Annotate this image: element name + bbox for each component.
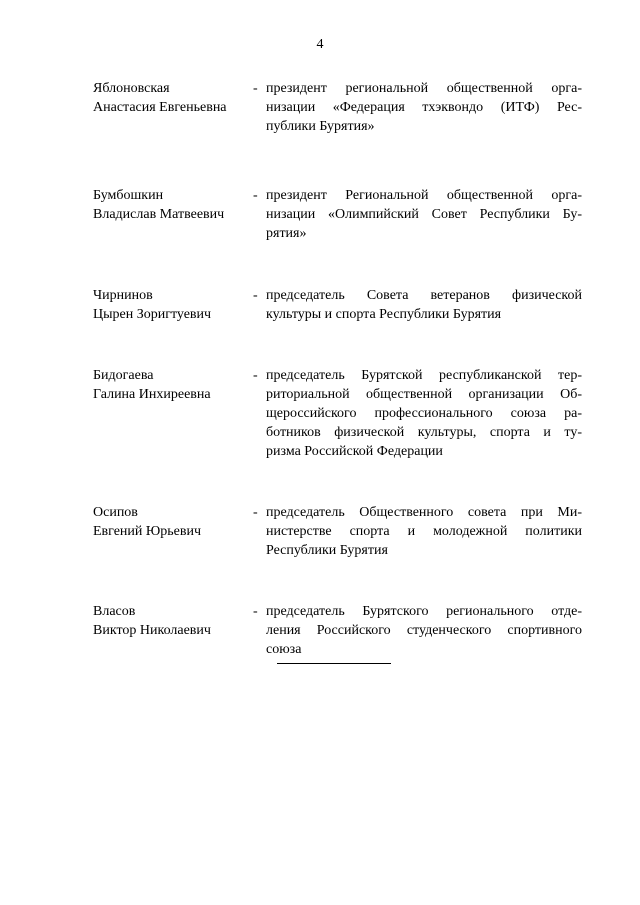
position-line: низации «Федерация тхэквондо (ИТФ) Рес-	[266, 100, 582, 115]
position-line: нистерстве спорта и молодежной политики	[266, 524, 582, 539]
dash-separator: -	[253, 368, 258, 383]
member-name	[93, 286, 253, 324]
position-line: председатель Совета ветеранов физической	[266, 288, 582, 303]
position-line: культуры и спорта Республики Бурятия	[266, 307, 502, 322]
dash-separator: -	[253, 505, 258, 520]
member-position	[266, 602, 582, 659]
position-line: рятия»	[266, 226, 307, 241]
position-line: Республики Бурятия	[266, 543, 388, 558]
dash-separator: -	[253, 604, 258, 619]
dash-separator: -	[253, 288, 258, 303]
member-surname: Яблоновская	[93, 81, 170, 96]
position-line: председатель Бурятского регионального отде-	[266, 604, 582, 619]
end-of-list-rule	[277, 663, 391, 664]
member-entry	[93, 602, 583, 659]
member-position	[266, 503, 582, 560]
member-given-names: Евгений Юрьевич	[93, 524, 202, 539]
position-line: низации «Олимпийский Совет Республики Бу-	[266, 207, 582, 222]
member-given-names: Анастасия Евгеньевна	[93, 100, 227, 115]
member-given-names: Владислав Матвеевич	[93, 207, 225, 222]
position-line: ризма Российской Федерации	[266, 444, 443, 459]
position-line: публики Бурятия»	[266, 119, 375, 134]
position-line: щероссийского профессионального союза ра-	[266, 406, 582, 421]
member-given-names: Галина Инхиреевна	[93, 387, 211, 402]
member-name	[93, 602, 253, 640]
position-line: президент Региональной общественной орга-	[266, 188, 582, 203]
member-surname: Осипов	[93, 505, 138, 520]
position-line: союза	[266, 642, 302, 657]
member-name	[93, 186, 253, 224]
member-entry	[93, 186, 583, 243]
member-given-names: Виктор Николаевич	[93, 623, 211, 638]
member-position	[266, 186, 582, 243]
position-line: председатель Бурятской республиканской тер-	[266, 368, 582, 383]
member-entry	[93, 286, 583, 324]
member-list	[93, 79, 583, 659]
position-line: риториальной общественной организации Об-	[266, 387, 582, 402]
page-number: 4	[316, 37, 324, 52]
member-position	[266, 366, 582, 461]
member-name	[93, 366, 253, 404]
member-surname: Чирнинов	[93, 288, 153, 303]
member-name	[93, 79, 253, 117]
dash-separator: -	[253, 188, 258, 203]
member-position	[266, 79, 582, 136]
member-name	[93, 503, 253, 541]
member-surname: Власов	[93, 604, 136, 619]
member-entry	[93, 503, 583, 560]
position-line: президент региональной общественной орга-	[266, 81, 582, 96]
member-position	[266, 286, 582, 324]
member-given-names: Цырен Зоригтуевич	[93, 307, 212, 322]
position-line: ботников физической культуры, спорта и ту-	[266, 425, 582, 440]
member-entry	[93, 79, 583, 136]
position-line: ления Российского студенческого спортивного	[266, 623, 582, 638]
position-line: председатель Общественного совета при Ми-	[266, 505, 582, 520]
dash-separator: -	[253, 81, 258, 96]
member-surname: Бумбошкин	[93, 188, 164, 203]
member-entry	[93, 366, 583, 461]
member-surname: Бидогаева	[93, 368, 154, 383]
